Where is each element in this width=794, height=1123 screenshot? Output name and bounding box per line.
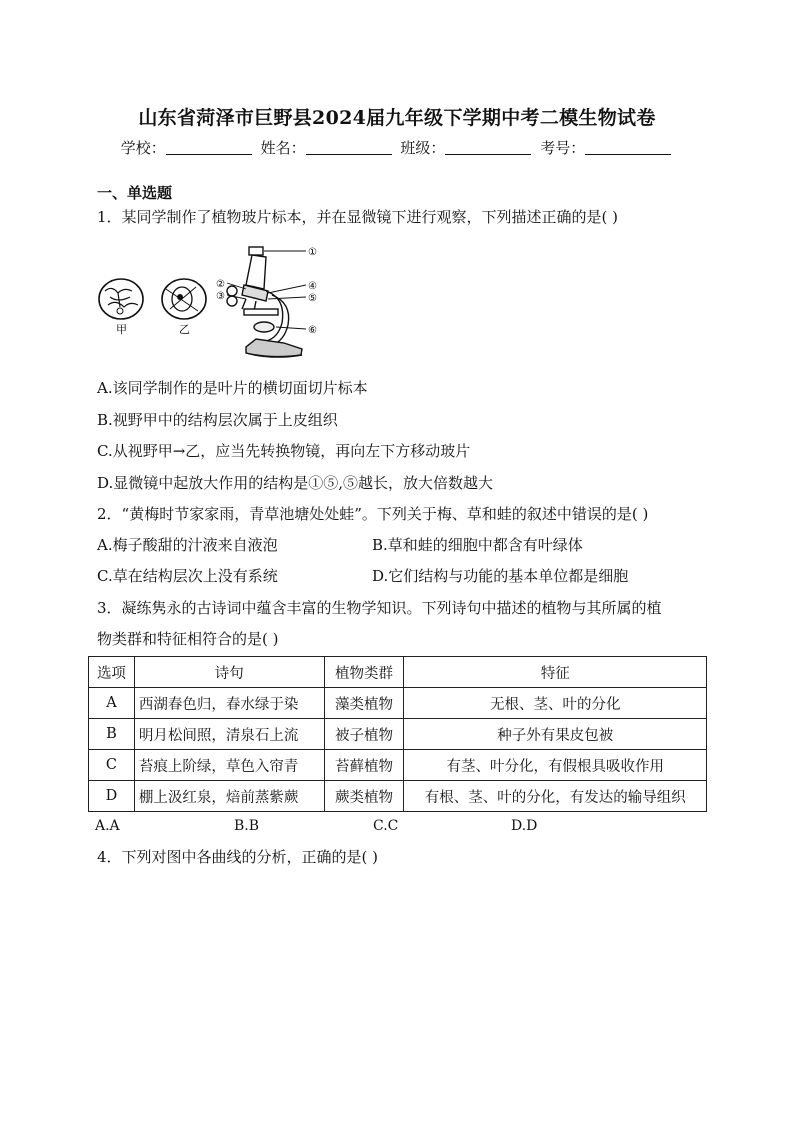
table-cell: A <box>89 688 135 719</box>
table-cell: 有茎、叶分化，有假根具吸收作用 <box>404 750 707 781</box>
q2-option-d[interactable]: D.它们结构与功能的基本单位都是细胞 <box>372 567 629 585</box>
exam-number-blank[interactable] <box>585 140 671 155</box>
exam-number-label: 考号： <box>540 139 586 157</box>
page-title: 山东省菏泽市巨野县2024届九年级下学期中考二模生物试卷 <box>138 107 656 129</box>
q1-option-c[interactable]: C.从视野甲→乙，应当先转换物镜，再向左下方移动玻片 <box>97 442 471 460</box>
table-row <box>89 719 707 750</box>
q1-stem: 1．某同学制作了植物玻片标本，并在显微镜下进行观察，下列描述正确的是( ) <box>97 208 619 226</box>
table-cell: 明月松间照，清泉石上流 <box>134 719 324 750</box>
q3-option-c[interactable]: C.C <box>373 818 399 834</box>
section-heading: 一、单选题 <box>97 184 173 202</box>
header-plant-group: 植物类群 <box>324 657 404 688</box>
table-cell: 苔痕上阶绿，草色入帘青 <box>134 750 324 781</box>
student-info-row <box>0 137 794 158</box>
header-feature: 特征 <box>404 657 707 688</box>
q1-option-d[interactable]: D.显微镜中起放大作用的结构是①⑤,⑤越长，放大倍数越大 <box>97 474 494 492</box>
table-cell: 种子外有果皮包被 <box>404 719 707 750</box>
table-cell: 蕨类植物 <box>324 781 404 812</box>
q2-stem: 2．“黄梅时节家家雨，青草池塘处处蛙”。下列关于梅、草和蛙的叙述中错误的是( ) <box>97 505 649 523</box>
q1-microscope-figure <box>96 243 328 361</box>
q2-option-b[interactable]: B.草和蛙的细胞中都含有叶绿体 <box>372 536 583 554</box>
name-label: 姓名： <box>260 139 306 157</box>
q1-option-b[interactable]: B.视野甲中的结构层次属于上皮组织 <box>97 411 338 429</box>
table-cell: 藻类植物 <box>324 688 404 719</box>
table-row <box>89 688 707 719</box>
view-label-jia: 甲 <box>116 323 127 336</box>
table-cell: D <box>89 781 135 812</box>
part-label-2: ② <box>216 279 225 290</box>
q3-stem-line2: 物类群和特征相符合的是( ) <box>97 630 279 648</box>
class-field <box>400 137 533 158</box>
exam-number-field <box>540 137 673 158</box>
q3-option-d[interactable]: D.D <box>511 818 538 834</box>
header-poem: 诗句 <box>134 657 324 688</box>
table-cell: 苔藓植物 <box>324 750 404 781</box>
q4-stem: 4．下列对图中各曲线的分析，正确的是( ) <box>97 848 379 866</box>
q3-option-b[interactable]: B.B <box>234 818 260 834</box>
table-cell: B <box>89 719 135 750</box>
table-header-row <box>89 657 707 688</box>
part-label-1: ① <box>308 247 317 258</box>
view-label-yi: 乙 <box>179 323 190 336</box>
q2-option-a[interactable]: A.梅子酸甜的汁液来自液泡 <box>97 536 278 554</box>
table-cell: 无根、茎、叶的分化 <box>404 688 707 719</box>
q3-table <box>88 656 707 812</box>
table-cell: 有根、茎、叶的分化，有发达的输导组织 <box>404 781 707 812</box>
school-label: 学校： <box>120 139 166 157</box>
school-field <box>121 137 254 158</box>
q2-option-c[interactable]: C.草在结构层次上没有系统 <box>97 567 278 585</box>
table-cell: 棚上汲红泉，焙前蒸紫蕨 <box>134 781 324 812</box>
q3-stem-line1: 3．凝练隽永的古诗词中蕴含丰富的生物学知识。下列诗句中描述的植物与其所属的植 <box>97 599 662 617</box>
name-blank[interactable] <box>306 140 392 155</box>
q1-option-a[interactable]: A.该同学制作的是叶片的横切面切片标本 <box>97 379 368 397</box>
part-label-3: ③ <box>216 291 225 302</box>
table-cell: C <box>89 750 135 781</box>
microscope-drawing <box>227 247 302 357</box>
table-cell: 被子植物 <box>324 719 404 750</box>
class-blank[interactable] <box>445 140 531 155</box>
header-option: 选项 <box>89 657 135 688</box>
q3-option-a[interactable]: A.A <box>95 818 120 834</box>
part-label-4: ④ <box>308 281 317 292</box>
class-label: 班级： <box>400 139 446 157</box>
table-row <box>89 781 707 812</box>
school-blank[interactable] <box>166 140 252 155</box>
part-label-5: ⑤ <box>308 293 317 304</box>
part-label-6: ⑥ <box>308 325 317 336</box>
table-row <box>89 750 707 781</box>
name-field <box>261 137 394 158</box>
view-yi-circle <box>162 279 206 319</box>
table-cell: 西湖春色归，春水绿于染 <box>134 688 324 719</box>
view-jia-circle <box>99 279 143 319</box>
